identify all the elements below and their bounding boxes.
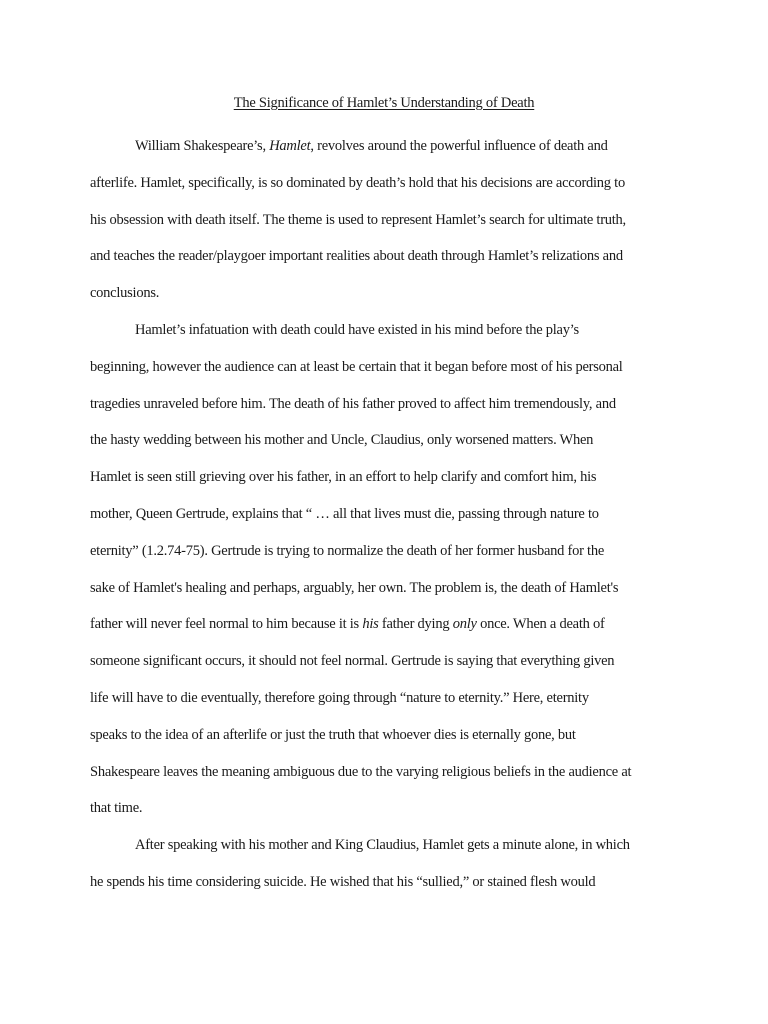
text-run: tragedies unraveled before him. The death of his father proved to affect him tremendously, and xyxy=(90,395,616,412)
text-line xyxy=(90,790,690,827)
text-run: father dying xyxy=(378,616,453,633)
text-run: William Shakespeare’s, xyxy=(135,138,270,154)
text-line xyxy=(90,202,690,239)
text-line xyxy=(90,165,690,202)
text-run: speaks to the idea of an afterlife or just the truth that whoever dies is eternally gone, but xyxy=(90,726,576,743)
text-run: and teaches the reader/playgoer important realities about death through Hamlet’s relizations and xyxy=(90,248,623,265)
text-run: Hamlet is seen still grieving over his father, in an effort to help clarify and comfort him, his xyxy=(90,469,597,486)
text-line xyxy=(90,275,690,312)
text-line xyxy=(90,312,690,349)
text-run: , revolves around the powerful influence of death and xyxy=(310,138,608,154)
italic-text: his xyxy=(362,616,379,633)
paragraph xyxy=(90,128,690,312)
italic-text: Hamlet xyxy=(269,138,311,154)
text-run: Hamlet’s infatuation with death could have existed in his mind before the play’s xyxy=(135,321,579,338)
paragraph xyxy=(90,827,690,901)
text-run: After speaking with his mother and King Claudius, Hamlet gets a minute alone, in which xyxy=(135,837,630,854)
text-run: afterlife. Hamlet, specifically, is so dominated by death’s hold that his decisions are according to xyxy=(90,174,625,191)
text-line xyxy=(90,238,690,275)
text-line xyxy=(90,680,690,717)
text-line xyxy=(90,533,690,570)
text-run: his obsession with death itself. The theme is used to represent Hamlet’s search for ultimate truth, xyxy=(90,211,626,228)
text-run: he spends his time considering suicide. He wished that his “sullied,” or stained flesh would xyxy=(90,873,596,890)
essay-body xyxy=(90,128,690,901)
text-run: someone significant occurs, it should not feel normal. Gertrude is saying that everything given xyxy=(90,653,615,670)
text-line xyxy=(90,606,690,643)
text-run: the hasty wedding between his mother and Uncle, Claudius, only worsened matters. When xyxy=(90,432,594,449)
text-run: Shakespeare leaves the meaning ambiguous due to the varying religious beliefs in the audience at xyxy=(90,763,632,780)
text-line xyxy=(90,754,690,791)
text-line xyxy=(90,570,690,607)
text-run: mother, Queen Gertrude, explains that “ … all that lives must die, passing through nature to xyxy=(90,505,599,522)
paragraph xyxy=(90,312,690,827)
text-line xyxy=(90,827,690,864)
text-line xyxy=(90,496,690,533)
text-line xyxy=(90,643,690,680)
text-run: eternity” (1.2.74-75). Gertrude is trying to normalize the death of her former husband for the xyxy=(90,542,605,559)
text-run: father will never feel normal to him because it is xyxy=(90,616,363,633)
text-line xyxy=(90,349,690,386)
text-run: life will have to die eventually, therefore going through “nature to eternity.” Here, eternity xyxy=(90,689,589,706)
text-run: once. When a death of xyxy=(476,616,605,633)
page-title: The Significance of Hamlet’s Understanding of Death xyxy=(233,95,535,111)
text-line xyxy=(90,386,690,423)
italic-text: only xyxy=(452,616,477,633)
text-line xyxy=(90,717,690,754)
text-run: sake of Hamlet's healing and perhaps, arguably, her own. The problem is, the death of Hamlet's xyxy=(90,579,619,596)
text-run: conclusions. xyxy=(90,285,160,302)
text-line xyxy=(90,422,690,459)
text-line xyxy=(90,128,690,165)
text-line xyxy=(90,864,690,901)
text-line xyxy=(90,459,690,496)
text-run: beginning, however the audience can at least be certain that it began before most of his personal xyxy=(90,358,623,375)
text-run: that time. xyxy=(90,800,143,817)
